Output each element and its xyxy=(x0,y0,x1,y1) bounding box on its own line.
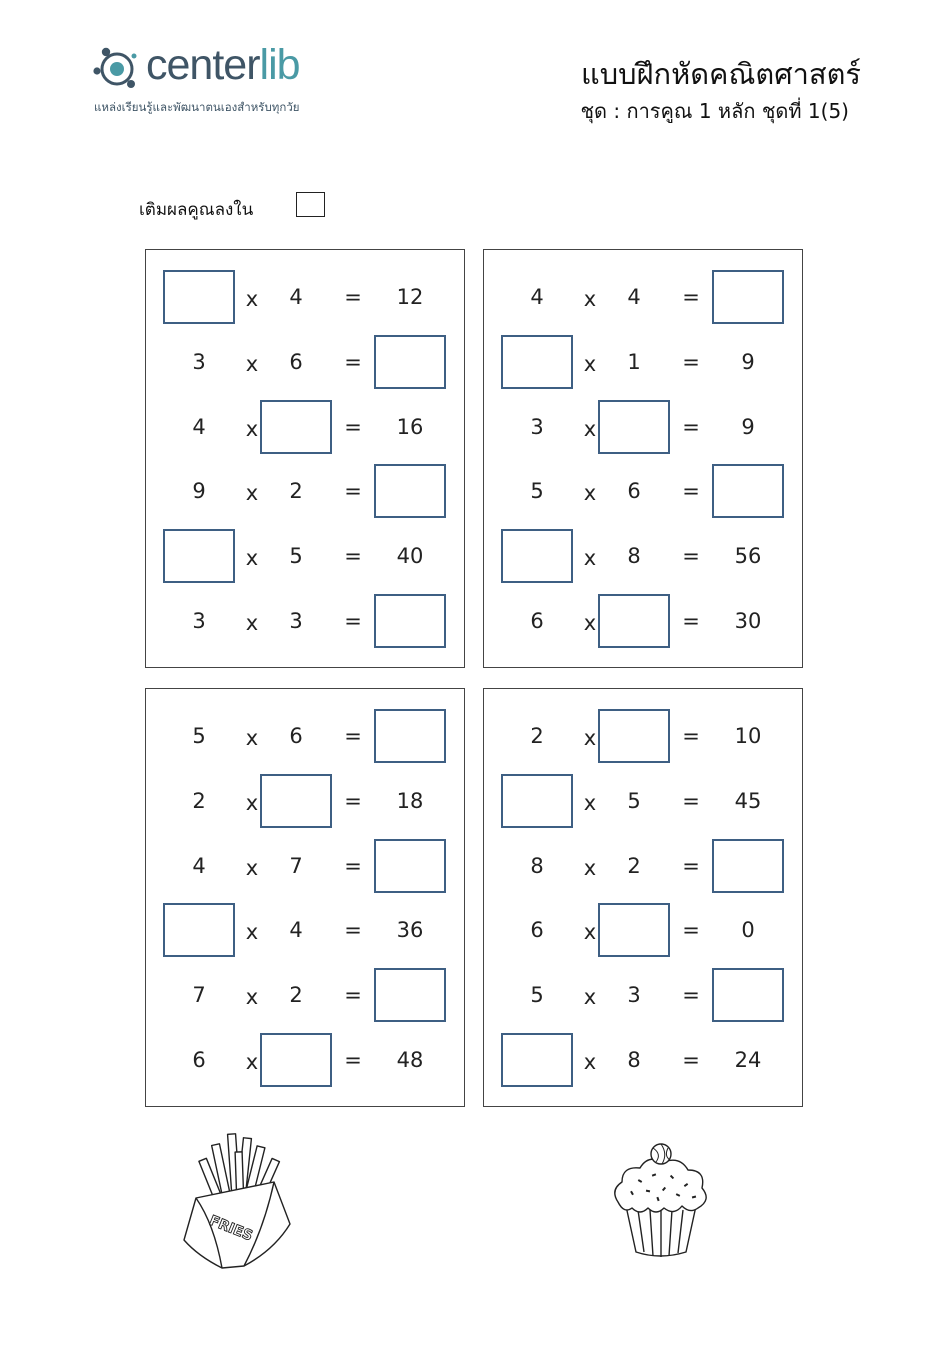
product-answer-box[interactable] xyxy=(374,839,446,893)
operand-b-answer-box[interactable] xyxy=(260,774,332,828)
instruction-example-box xyxy=(296,192,325,217)
equation-row xyxy=(146,839,464,897)
centerlib-logo xyxy=(92,40,342,120)
operand-a: 2 xyxy=(530,724,544,748)
product: 56 xyxy=(734,544,762,569)
product: 48 xyxy=(396,1048,424,1072)
product: 9 xyxy=(741,349,755,374)
multiply-sign: x xyxy=(245,855,259,880)
operand-a-answer-box[interactable] xyxy=(501,335,573,389)
equals-sign: = xyxy=(682,853,700,878)
multiply-sign: x xyxy=(583,1050,597,1074)
operand-b-answer-box[interactable] xyxy=(598,400,670,454)
operand-a: 8 xyxy=(530,853,544,878)
product: 24 xyxy=(734,1048,762,1072)
multiply-sign: x xyxy=(583,920,597,945)
multiply-sign: x xyxy=(583,351,597,376)
equation-row xyxy=(484,400,802,458)
multiply-sign: x xyxy=(583,726,597,750)
product-answer-box[interactable] xyxy=(374,594,446,648)
product-answer-box[interactable] xyxy=(712,270,784,324)
equation-row xyxy=(484,270,802,328)
operand-a: 9 xyxy=(192,479,206,504)
equation-row xyxy=(484,464,802,522)
operand-a: 5 xyxy=(192,724,206,748)
product: 16 xyxy=(396,414,424,439)
operand-b: 6 xyxy=(627,479,641,504)
operand-b-answer-box[interactable] xyxy=(598,903,670,957)
equals-sign: = xyxy=(682,414,700,439)
equals-sign: = xyxy=(682,479,700,504)
multiply-sign: x xyxy=(245,985,259,1010)
operand-b: 2 xyxy=(289,479,303,504)
equals-sign: = xyxy=(344,724,362,748)
equals-sign: = xyxy=(682,285,700,309)
operand-a: 6 xyxy=(530,609,544,633)
product: 9 xyxy=(741,414,755,439)
operand-a: 6 xyxy=(530,918,544,943)
equation-row xyxy=(484,1033,802,1091)
exercise-panel-1 xyxy=(145,249,465,668)
operand-b: 7 xyxy=(289,853,303,878)
product: 18 xyxy=(396,788,424,813)
operand-b: 4 xyxy=(627,285,641,309)
product-answer-box[interactable] xyxy=(712,968,784,1022)
operand-a-answer-box[interactable] xyxy=(501,774,573,828)
equals-sign: = xyxy=(682,1048,700,1072)
operand-b: 5 xyxy=(289,544,303,569)
product-answer-box[interactable] xyxy=(374,335,446,389)
operand-a: 7 xyxy=(192,983,206,1008)
operand-b: 2 xyxy=(289,983,303,1008)
cupcake-icon xyxy=(608,1140,712,1262)
product: 12 xyxy=(396,285,424,309)
operand-a: 3 xyxy=(192,609,206,633)
logo-wordmark xyxy=(146,41,300,89)
equals-sign: = xyxy=(344,788,362,813)
exercise-panel-3 xyxy=(145,688,465,1107)
instruction-text: เติมผลคูณลงใน xyxy=(139,200,254,220)
multiply-sign: x xyxy=(583,416,597,441)
operand-a-answer-box[interactable] xyxy=(501,529,573,583)
multiply-sign: x xyxy=(245,1050,259,1074)
equals-sign: = xyxy=(344,918,362,943)
product-answer-box[interactable] xyxy=(374,464,446,518)
operand-b: 8 xyxy=(627,544,641,569)
multiply-sign: x xyxy=(245,416,259,441)
equals-sign: = xyxy=(344,285,362,309)
product: 10 xyxy=(734,724,762,748)
equals-sign: = xyxy=(344,349,362,374)
equation-row xyxy=(484,709,802,767)
equation-row xyxy=(146,968,464,1026)
multiply-sign: x xyxy=(583,985,597,1010)
operand-a: 6 xyxy=(192,1048,206,1072)
equals-sign: = xyxy=(344,414,362,439)
operand-a: 5 xyxy=(530,983,544,1008)
logo-word-main: center xyxy=(146,41,260,89)
operand-b: 2 xyxy=(627,853,641,878)
multiply-sign: x xyxy=(583,855,597,880)
equation-row xyxy=(484,529,802,587)
equation-row xyxy=(146,774,464,832)
multiply-sign: x xyxy=(245,726,259,750)
page-title: แบบฝึกหัดคณิตศาสตร์ xyxy=(581,57,861,91)
exercise-panel-2 xyxy=(483,249,803,668)
multiply-sign: x xyxy=(245,611,259,635)
operand-b: 3 xyxy=(289,609,303,633)
operand-b-answer-box[interactable] xyxy=(260,1033,332,1087)
equation-row xyxy=(146,594,464,652)
product-answer-box[interactable] xyxy=(712,464,784,518)
operand-a-answer-box[interactable] xyxy=(163,270,235,324)
equation-row xyxy=(484,774,802,832)
product: 45 xyxy=(734,788,762,813)
equation-row xyxy=(146,400,464,458)
multiply-sign: x xyxy=(583,611,597,635)
equals-sign: = xyxy=(344,1048,362,1072)
operand-b-answer-box[interactable] xyxy=(598,709,670,763)
multiply-sign: x xyxy=(245,287,259,311)
equals-sign: = xyxy=(682,788,700,813)
product-answer-box[interactable] xyxy=(374,968,446,1022)
equals-sign: = xyxy=(682,724,700,748)
logo-mark-icon xyxy=(92,44,142,94)
operand-b: 4 xyxy=(289,918,303,943)
equals-sign: = xyxy=(344,983,362,1008)
operand-a: 3 xyxy=(192,349,206,374)
equation-row xyxy=(146,529,464,587)
multiply-sign: x xyxy=(583,790,597,815)
operand-a: 4 xyxy=(192,853,206,878)
equation-row xyxy=(484,968,802,1026)
exercise-panel-4 xyxy=(483,688,803,1107)
operand-a: 4 xyxy=(192,414,206,439)
operand-a: 5 xyxy=(530,479,544,504)
equals-sign: = xyxy=(682,983,700,1008)
logo-word-accent: lib xyxy=(259,41,300,89)
multiply-sign: x xyxy=(245,351,259,376)
equation-row xyxy=(484,335,802,393)
page-subtitle: ชุด : การคูณ 1 หลัก ชุดที่ 1(5) xyxy=(580,99,849,123)
operand-b: 6 xyxy=(289,349,303,374)
operand-b: 5 xyxy=(627,788,641,813)
operand-a-answer-box[interactable] xyxy=(163,529,235,583)
operand-a: 2 xyxy=(192,788,206,813)
equation-row xyxy=(484,903,802,961)
multiply-sign: x xyxy=(245,546,259,571)
product: 36 xyxy=(396,918,424,943)
equation-row xyxy=(146,335,464,393)
french-fries-icon xyxy=(178,1128,302,1273)
multiply-sign: x xyxy=(583,287,597,311)
equals-sign: = xyxy=(682,609,700,633)
equation-row xyxy=(146,1033,464,1091)
equation-row xyxy=(146,464,464,522)
operand-b: 1 xyxy=(627,349,641,374)
multiply-sign: x xyxy=(245,790,259,815)
multiply-sign: x xyxy=(583,546,597,571)
equals-sign: = xyxy=(344,479,362,504)
multiply-sign: x xyxy=(583,481,597,506)
operand-a-answer-box[interactable] xyxy=(163,903,235,957)
operand-b: 6 xyxy=(289,724,303,748)
operand-a: 3 xyxy=(530,414,544,439)
operand-b-answer-box[interactable] xyxy=(260,400,332,454)
equation-row xyxy=(484,839,802,897)
multiply-sign: x xyxy=(245,481,259,506)
operand-b: 3 xyxy=(627,983,641,1008)
equals-sign: = xyxy=(344,544,362,569)
equation-row xyxy=(484,594,802,652)
product: 40 xyxy=(396,544,424,569)
equals-sign: = xyxy=(682,918,700,943)
operand-a-answer-box[interactable] xyxy=(501,1033,573,1087)
operand-b-answer-box[interactable] xyxy=(598,594,670,648)
product: 30 xyxy=(734,609,762,633)
equals-sign: = xyxy=(344,609,362,633)
operand-b: 4 xyxy=(289,285,303,309)
product: 0 xyxy=(741,918,755,943)
product-answer-box[interactable] xyxy=(712,839,784,893)
operand-a: 4 xyxy=(530,285,544,309)
multiply-sign: x xyxy=(245,920,259,945)
logo-tagline: แหล่งเรียนรู้และพัฒนาตนเองสำหรับทุกวัย xyxy=(94,100,300,114)
equals-sign: = xyxy=(682,544,700,569)
equation-row xyxy=(146,709,464,767)
equals-sign: = xyxy=(344,853,362,878)
operand-b: 8 xyxy=(627,1048,641,1072)
equation-row xyxy=(146,903,464,961)
product-answer-box[interactable] xyxy=(374,709,446,763)
fries-box-label: FRIES xyxy=(206,1212,255,1245)
equals-sign: = xyxy=(682,349,700,374)
equation-row xyxy=(146,270,464,328)
